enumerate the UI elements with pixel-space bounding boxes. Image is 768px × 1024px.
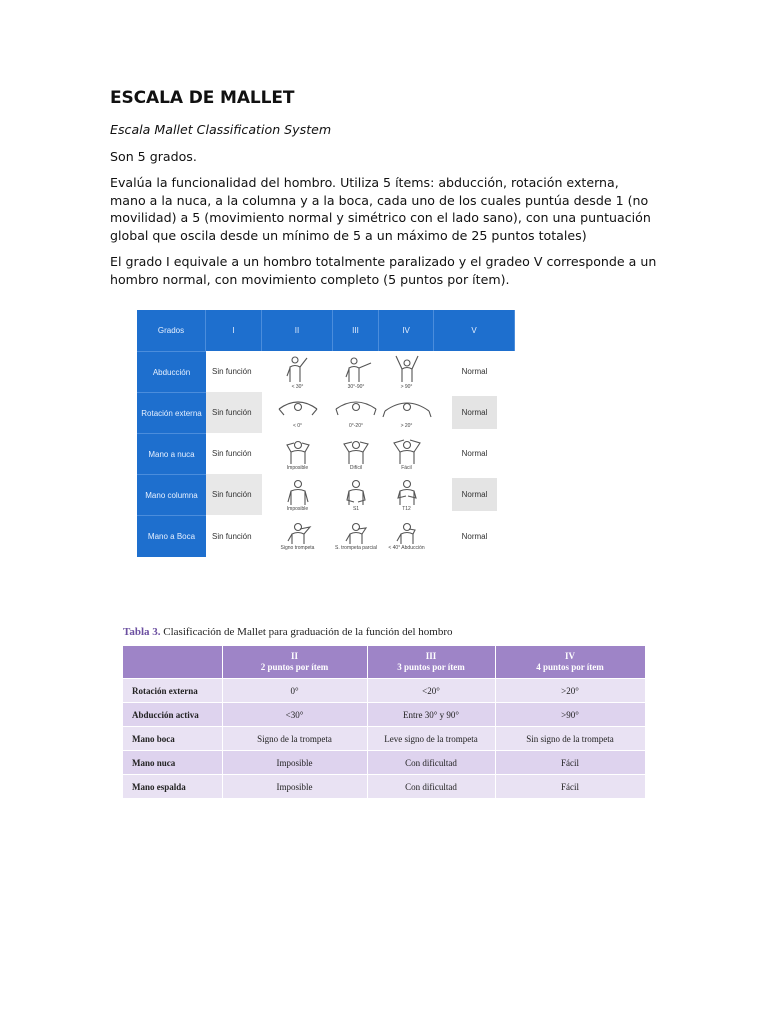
cell-rotacion-g4 — [379, 392, 434, 433]
cell-nuca-g2 — [262, 433, 333, 474]
cell-abduccion-g3 — [333, 351, 379, 392]
abduction-low-figure-icon — [281, 354, 315, 384]
row-label: Mano espalda — [123, 775, 222, 799]
caption-abduccion-g4: > 90° — [400, 383, 413, 390]
table3-header-empty — [123, 646, 222, 679]
header-grade-2: II — [262, 310, 333, 351]
caption-nuca-g2: Imposible — [286, 464, 309, 471]
cell-iv: >90° — [495, 703, 645, 727]
cell-iv: Sin signo de la trompeta — [495, 727, 645, 751]
caption-columna-g2: Imposible — [286, 505, 309, 512]
header-points: 3 puntos por ítem — [397, 662, 465, 672]
cell-abduccion-g5 — [434, 351, 515, 392]
hand-to-neck-figure-icon — [341, 437, 371, 465]
hand-to-spine-figure-icon — [283, 478, 313, 506]
caption-abduccion-g2: < 30° — [291, 383, 304, 390]
cell-iii: Con dificultad — [367, 775, 495, 799]
header-grados: Grados — [137, 310, 206, 351]
cell-rotacion-g2 — [262, 392, 333, 433]
hand-to-spine-figure-icon — [341, 478, 371, 506]
paragraph-grade-meaning: El grado I equivale a un hombro totalmente paralizado y el gradeo V corresponde a un hombro normal, con movimiento completo (5 puntos por ítem). — [110, 254, 657, 287]
cell-columna-g3 — [333, 474, 379, 515]
table3-header-row — [123, 646, 645, 679]
header-roman: III — [425, 651, 437, 661]
header-grade-3: III — [333, 310, 379, 351]
cell-iv: >20° — [495, 679, 645, 703]
mallet-grading-grid — [137, 310, 515, 557]
table3-header-iii — [367, 646, 495, 679]
value-abduccion-g5: Normal — [461, 367, 488, 376]
table3-caption — [123, 626, 645, 638]
table3-caption-label: Tabla 3. — [123, 626, 161, 638]
value-nuca-g5: Normal — [461, 449, 488, 458]
cell-boca-g3 — [333, 515, 379, 557]
hand-to-neck-figure-icon — [283, 437, 313, 465]
hand-to-mouth-figure-icon — [341, 521, 371, 545]
document-body — [110, 88, 658, 297]
header-grade-1: I — [206, 310, 262, 351]
table-row — [123, 703, 645, 727]
caption-boca-g4: < 40° Abducción — [388, 545, 425, 551]
row-label-mano-boca: Mano a Boca — [137, 515, 206, 557]
cell-columna-g4 — [379, 474, 434, 515]
header-roman: IV — [564, 651, 575, 661]
table3-header-iv — [495, 646, 645, 679]
paragraph-evaluation: Evalúa la funcionalidad del hombro. Utiliza 5 ítems: abducción, rotación externa, mano a la nuca, a la columna y a la boca, cada uno de los cuales puntúa desde 1 (no movilidad) a 5 (movimiento normal y simétrico con el lado sano), con una puntuación global que oscila desde un mínimo de 5 a un máximo de 25 puntos totales) — [110, 175, 651, 243]
value-columna-g5: Normal — [452, 478, 498, 511]
document-title: ESCALA DE MALLET — [110, 88, 295, 108]
caption-boca-g2: Signo trompeta — [280, 545, 315, 551]
cell-nuca-g5 — [434, 433, 515, 474]
cell-nuca-g3 — [333, 433, 379, 474]
cell-columna-g2 — [262, 474, 333, 515]
caption-columna-g4: T12 — [402, 505, 411, 512]
table3-header-ii — [222, 646, 367, 679]
cell-rotacion-g5 — [434, 392, 515, 433]
hand-to-mouth-figure-icon — [392, 521, 422, 545]
caption-rotacion-g2: < 0° — [292, 422, 303, 429]
hand-to-spine-figure-icon — [392, 478, 422, 506]
abduction-high-figure-icon — [390, 354, 424, 384]
caption-boca-g3: S. trompeta parcial — [335, 545, 377, 551]
cell-iv: Fácil — [495, 751, 645, 775]
cell-ii: 0° — [222, 679, 367, 703]
caption-nuca-g4: Fácil — [401, 464, 412, 471]
row-label: Mano nuca — [123, 751, 222, 775]
table-row — [123, 751, 645, 775]
cell-iv: Fácil — [495, 775, 645, 799]
cell-rotacion-g1: Sin función — [206, 392, 262, 433]
cell-boca-g5 — [434, 515, 515, 557]
rotation-high-figure-icon — [382, 397, 432, 423]
rotation-low-figure-icon — [276, 397, 320, 423]
paragraph-grades: Son 5 grados. — [110, 148, 197, 164]
hand-to-mouth-figure-icon — [283, 521, 313, 545]
cell-iii: Entre 30° y 90° — [367, 703, 495, 727]
cell-ii: Signo de la trompeta — [222, 727, 367, 751]
table3 — [123, 646, 646, 798]
value-rotacion-g5: Normal — [452, 396, 498, 429]
caption-rotacion-g4: > 20° — [400, 422, 413, 429]
caption-columna-g3: S1 — [352, 505, 360, 512]
cell-rotacion-g3 — [333, 392, 379, 433]
row-label-abduccion: Abducción — [137, 351, 206, 392]
cell-abduccion-g1: Sin función — [212, 367, 252, 376]
rotation-mid-figure-icon — [333, 397, 379, 423]
row-label: Abducción activa — [123, 703, 222, 727]
document-subtitle: Escala Mallet Classification System — [110, 122, 332, 137]
cell-nuca-g1: Sin función — [212, 449, 252, 458]
cell-ii: Imposible — [222, 775, 367, 799]
row-label-mano-nuca: Mano a nuca — [137, 433, 206, 474]
row-label-mano-columna: Mano columna — [137, 474, 206, 515]
value-boca-g5: Normal — [461, 531, 488, 541]
mallet-grading-figure — [137, 310, 515, 557]
cell-columna-g1: Sin función — [206, 474, 262, 515]
cell-ii: Imposible — [222, 751, 367, 775]
cell-boca-g4 — [379, 515, 434, 557]
cell-iii: Con dificultad — [367, 751, 495, 775]
caption-rotacion-g3: 0°-20° — [348, 422, 363, 429]
row-label: Mano boca — [123, 727, 222, 751]
table3-caption-text: Clasificación de Mallet para graduación de la función del hombro — [160, 626, 453, 638]
table-row — [123, 679, 645, 703]
header-points: 2 puntos por ítem — [260, 662, 329, 672]
cell-boca-g1: Sin función — [212, 531, 252, 541]
cell-ii: <30° — [222, 703, 367, 727]
header-points: 4 puntos por ítem — [536, 662, 604, 672]
table-row — [123, 727, 645, 751]
header-grade-4: IV — [379, 310, 434, 351]
hand-to-neck-figure-icon — [392, 437, 422, 465]
cell-iii: <20° — [367, 679, 495, 703]
cell-abduccion-g2 — [262, 351, 333, 392]
header-grade-5: V — [434, 310, 515, 351]
header-roman: II — [290, 651, 298, 661]
caption-nuca-g3: Difícil — [349, 464, 363, 471]
cell-nuca-g4 — [379, 433, 434, 474]
table3-figure — [123, 626, 645, 798]
cell-boca-g2 — [262, 515, 333, 557]
table-row — [123, 775, 645, 799]
cell-abduccion-g4 — [379, 351, 434, 392]
abduction-mid-figure-icon — [337, 354, 375, 384]
cell-columna-g5 — [434, 474, 515, 515]
row-label-rotacion-externa: Rotación externa — [137, 392, 206, 433]
cell-iii: Leve signo de la trompeta — [367, 727, 495, 751]
row-label: Rotación externa — [123, 679, 222, 703]
caption-abduccion-g3: 30°-90° — [347, 383, 365, 390]
